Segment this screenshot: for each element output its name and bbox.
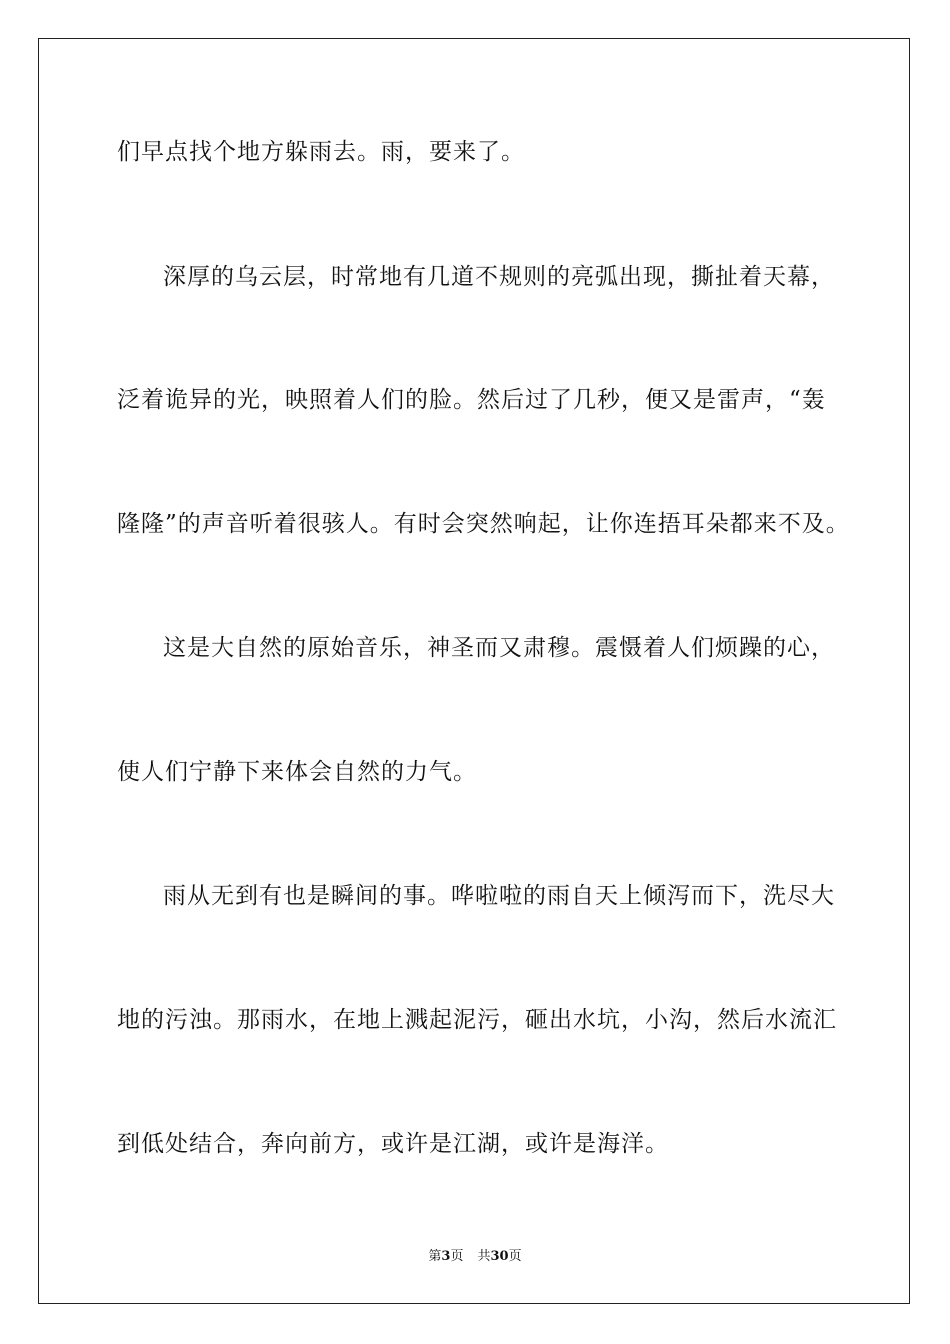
- footer-page-number: 3: [441, 1249, 451, 1264]
- page-footer: [0, 1248, 950, 1266]
- text-line-4: 隆隆”的声音听着很骇人。有时会突然响起，让你连捂耳朵都来不及。: [117, 511, 850, 537]
- text-line-5: 这是大自然的原始音乐，神圣而又肃穆。震慑着人们烦躁的心，: [163, 635, 835, 661]
- text-line-3: 泛着诡异的光，映照着人们的脸。然后过了几秒，便又是雷声，“轰: [117, 387, 826, 413]
- footer-page-suffix: 页: [450, 1249, 464, 1264]
- text-line-8: 地的污浊。那雨水，在地上溅起泥污，砸出水坑，小沟，然后水流汇: [117, 1007, 837, 1033]
- text-line-2: 深厚的乌云层，时常地有几道不规则的亮弧出现，撕扯着天幕，: [163, 264, 835, 290]
- footer-total-suffix: 页: [508, 1249, 522, 1264]
- text-line-9: 到低处结合，奔向前方，或许是江湖，或许是海洋。: [117, 1131, 669, 1157]
- text-line-6: 使人们宁静下来体会自然的力气。: [117, 759, 477, 785]
- footer-total-prefix: 共: [477, 1249, 491, 1264]
- text-line-1: 们早点找个地方躲雨去。雨，要来了。: [117, 139, 525, 165]
- footer-total-pages: 30: [490, 1249, 509, 1264]
- text-line-7: 雨从无到有也是瞬间的事。哗啦啦的雨自天上倾泻而下，洗尽大: [163, 883, 835, 909]
- page-border: [38, 38, 910, 1304]
- footer-page-prefix: 第: [428, 1249, 442, 1264]
